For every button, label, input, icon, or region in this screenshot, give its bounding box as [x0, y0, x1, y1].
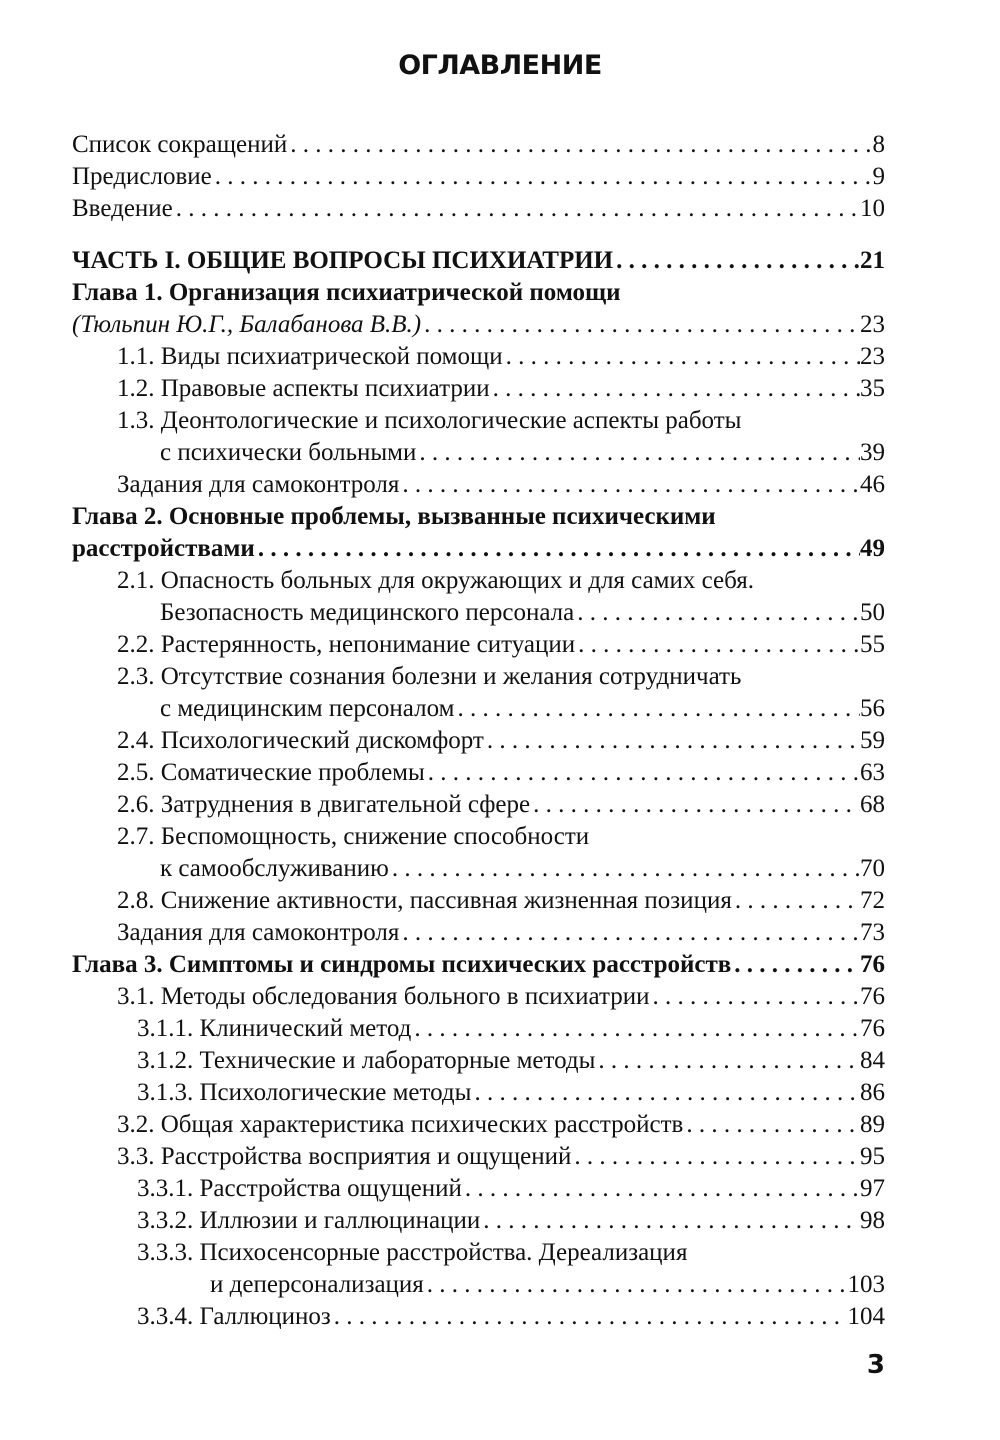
- leader-dots: [650, 981, 861, 1013]
- toc-chapter-heading: [72, 501, 885, 533]
- toc-entry-title: 3.3.2. Иллюзии и галлюцинации: [137, 1207, 481, 1234]
- toc-entry: [72, 789, 885, 821]
- leader-dots: [287, 129, 872, 161]
- leader-dots: [462, 1173, 860, 1205]
- toc-entry: [72, 917, 885, 949]
- toc-entry-title: с медицинским персоналом: [160, 695, 455, 722]
- toc-entry: [72, 1141, 885, 1173]
- toc-entry-page: 55: [860, 631, 885, 658]
- leader-dots: [530, 789, 860, 821]
- toc-entry-page: 76: [860, 1015, 885, 1042]
- toc-subentry: [72, 1077, 885, 1109]
- toc-entry-page: 89: [860, 1111, 885, 1138]
- toc-subentry: [72, 1205, 885, 1237]
- toc-entry-title: 3.1.1. Клинический метод: [137, 1015, 412, 1042]
- toc-entry-title: Предисловие: [72, 163, 212, 190]
- toc-entry-page: 39: [860, 439, 885, 466]
- leader-dots: [454, 693, 860, 725]
- leader-dots: [212, 161, 873, 193]
- leader-dots: [574, 597, 860, 629]
- toc-entry-title: 1.1. Виды психиатрической помощи: [117, 343, 503, 370]
- toc-entry-title: Задания для самоконтроля: [117, 919, 400, 946]
- toc-entry-continuation: [72, 693, 885, 725]
- toc-entry-title: 2.3. Отсутствие сознания болезни и желания сотрудничать: [117, 663, 742, 690]
- leader-dots: [503, 341, 860, 373]
- toc-entry-title: ЧАСТЬ I. ОБЩИЕ ВОПРОСЫ ПСИХИАТРИИ: [72, 247, 614, 274]
- toc-entry-title: Список сокращений: [72, 131, 288, 158]
- toc-entry-title: 1.2. Правовые аспекты психиатрии: [117, 375, 490, 402]
- toc-entry-page: 10: [860, 195, 885, 222]
- toc-entry-page: 35: [860, 375, 885, 402]
- toc-entry-continuation: [72, 853, 885, 885]
- toc-entry-title: Глава 1. Организация психиатрической помощи: [72, 279, 621, 306]
- toc-entry-title: с психически больными: [160, 439, 417, 466]
- toc-subentry: [72, 1237, 885, 1269]
- toc-entry: [72, 885, 885, 917]
- toc-entry-title: и деперсонализация: [210, 1271, 424, 1298]
- toc-entry: [72, 661, 885, 693]
- toc-entry-page: 98: [860, 1207, 885, 1234]
- toc-entry-page: 21: [860, 247, 885, 274]
- leader-dots: [490, 373, 860, 405]
- leader-dots: [480, 1205, 860, 1237]
- toc-entry-page: 8: [872, 131, 885, 158]
- toc-entry-title: 3.1.3. Психологические методы: [137, 1079, 472, 1106]
- toc-entry-page: 103: [847, 1271, 885, 1298]
- leader-dots: [416, 437, 860, 469]
- leader-dots: [399, 917, 860, 949]
- toc-entry-title: 3.2. Общая характеристика психических расстройств: [117, 1111, 684, 1138]
- toc-entry-page: 49: [860, 535, 885, 562]
- toc-entry-title: 3.3. Расстройства восприятия и ощущений: [117, 1143, 572, 1170]
- toc-entry-title: 2.5. Соматические проблемы: [117, 759, 425, 786]
- toc-entry-title: 1.3. Деонтологические и психологические аспекты работы: [117, 407, 742, 434]
- leader-dots: [331, 1301, 848, 1333]
- toc-entry-title: Введение: [72, 195, 173, 222]
- toc-entry-continuation: [72, 437, 885, 469]
- toc-entry-title: 2.7. Беспомощность, снижение способности: [117, 823, 590, 850]
- leader-dots: [411, 1013, 860, 1045]
- toc-entry-title: к самообслуживанию: [160, 855, 389, 882]
- toc-subentry-continuation: [72, 1269, 885, 1301]
- toc-entry-title: Глава 3. Симптомы и синдромы психических расстройств: [72, 951, 732, 978]
- toc-entry-page: 63: [860, 759, 885, 786]
- toc-entry-page: 95: [860, 1143, 885, 1170]
- page-title: ОГЛАВЛЕНИЕ: [398, 50, 602, 81]
- toc-entry-title: Глава 2. Основные проблемы, вызванные психическими: [72, 503, 716, 530]
- leader-dots: [173, 193, 860, 225]
- toc-entry: [72, 341, 885, 373]
- toc-entry: [72, 373, 885, 405]
- toc-subentry: [72, 1045, 885, 1077]
- toc-entry-page: 97: [860, 1175, 885, 1202]
- toc-part-heading: [72, 245, 885, 277]
- toc-entry: [72, 725, 885, 757]
- toc-entry: [72, 629, 885, 661]
- toc-entry: [72, 193, 885, 225]
- toc-entry-title: расстройствами: [72, 535, 255, 562]
- toc-entry-title: 3.3.4. Галлюциноз: [137, 1303, 331, 1330]
- toc-entry-page: 104: [847, 1303, 885, 1330]
- leader-dots: [732, 885, 860, 917]
- toc-entry: [72, 469, 885, 501]
- toc-entry-page: 76: [860, 951, 885, 978]
- toc-entry: [72, 309, 885, 341]
- toc-entry-title: 3.1. Методы обследования больного в психиатрии: [117, 983, 650, 1010]
- toc-entry-title: 2.1. Опасность больных для окружающих и для самих себя.: [117, 567, 754, 594]
- toc-entry: [72, 981, 885, 1013]
- toc-entry-page: 46: [860, 471, 885, 498]
- toc-entry-page: 56: [860, 695, 885, 722]
- toc-entry-page: 72: [860, 887, 885, 914]
- toc-entry: [72, 757, 885, 789]
- leader-dots: [575, 629, 860, 661]
- toc-entry-title: Задания для самоконтроля: [117, 471, 400, 498]
- leader-dots: [683, 1109, 860, 1141]
- toc-entry-page: 73: [860, 919, 885, 946]
- toc-subentry: [72, 1173, 885, 1205]
- toc-entry-page: 76: [860, 983, 885, 1010]
- leader-dots: [484, 725, 860, 757]
- leader-dots: [595, 1045, 860, 1077]
- toc-entry-page: 70: [860, 855, 885, 882]
- toc-entry: [72, 821, 885, 853]
- toc-entry-page: 23: [860, 311, 885, 338]
- toc-entry-title: 3.1.2. Технические и лабораторные методы: [137, 1047, 596, 1074]
- toc-entry-page: 68: [860, 791, 885, 818]
- toc-entry: [72, 129, 885, 161]
- leader-dots: [421, 309, 860, 341]
- leader-dots: [471, 1077, 860, 1109]
- leader-dots: [389, 853, 860, 885]
- toc-entry-page: 84: [860, 1047, 885, 1074]
- toc-entry: [72, 1109, 885, 1141]
- toc-entry-title: 2.2. Растерянность, непонимание ситуации: [117, 631, 576, 658]
- leader-dots: [571, 1141, 860, 1173]
- toc-entry-continuation: [72, 597, 885, 629]
- leader-dots: [613, 245, 860, 277]
- leader-dots: [425, 757, 860, 789]
- toc-entry-title: 2.6. Затруднения в двигательной сфере: [117, 791, 531, 818]
- toc-entry-page: 23: [860, 343, 885, 370]
- toc-entry: [72, 405, 885, 437]
- toc-entry-title: 2.8. Снижение активности, пассивная жизненная позиция: [117, 887, 732, 914]
- toc-subentry: [72, 1013, 885, 1045]
- toc-entry-title: [72, 309, 421, 341]
- toc-entry: [72, 565, 885, 597]
- toc-subentry: [72, 1301, 885, 1333]
- toc-entry-title: 3.3.3. Психосенсорные расстройства. Дереализация: [137, 1239, 688, 1266]
- toc-chapter-heading: [72, 277, 885, 309]
- leader-dots: [399, 469, 860, 501]
- toc-entry-title: 2.4. Психологический дискомфорт: [117, 727, 484, 754]
- toc-entry: [72, 161, 885, 193]
- leader-dots: [424, 1269, 848, 1301]
- toc-entry-page: 86: [860, 1079, 885, 1106]
- leader-dots: [255, 533, 860, 565]
- toc-entry-page: 59: [860, 727, 885, 754]
- chapter-authors: (Тюльпин Ю.Г., Балабанова В.В.): [72, 311, 422, 338]
- toc-entry-page: 50: [860, 599, 885, 626]
- toc-chapter-heading: [72, 949, 885, 981]
- toc-entry-page: 9: [872, 163, 885, 190]
- page-number: 3: [866, 1350, 885, 1380]
- leader-dots: [731, 949, 860, 981]
- table-of-contents: [72, 129, 885, 1333]
- toc-entry-title: 3.3.1. Расстройства ощущений: [137, 1175, 462, 1202]
- toc-entry-title: Безопасность медицинского персонала: [160, 599, 575, 626]
- toc-chapter-heading-continuation: [72, 533, 885, 565]
